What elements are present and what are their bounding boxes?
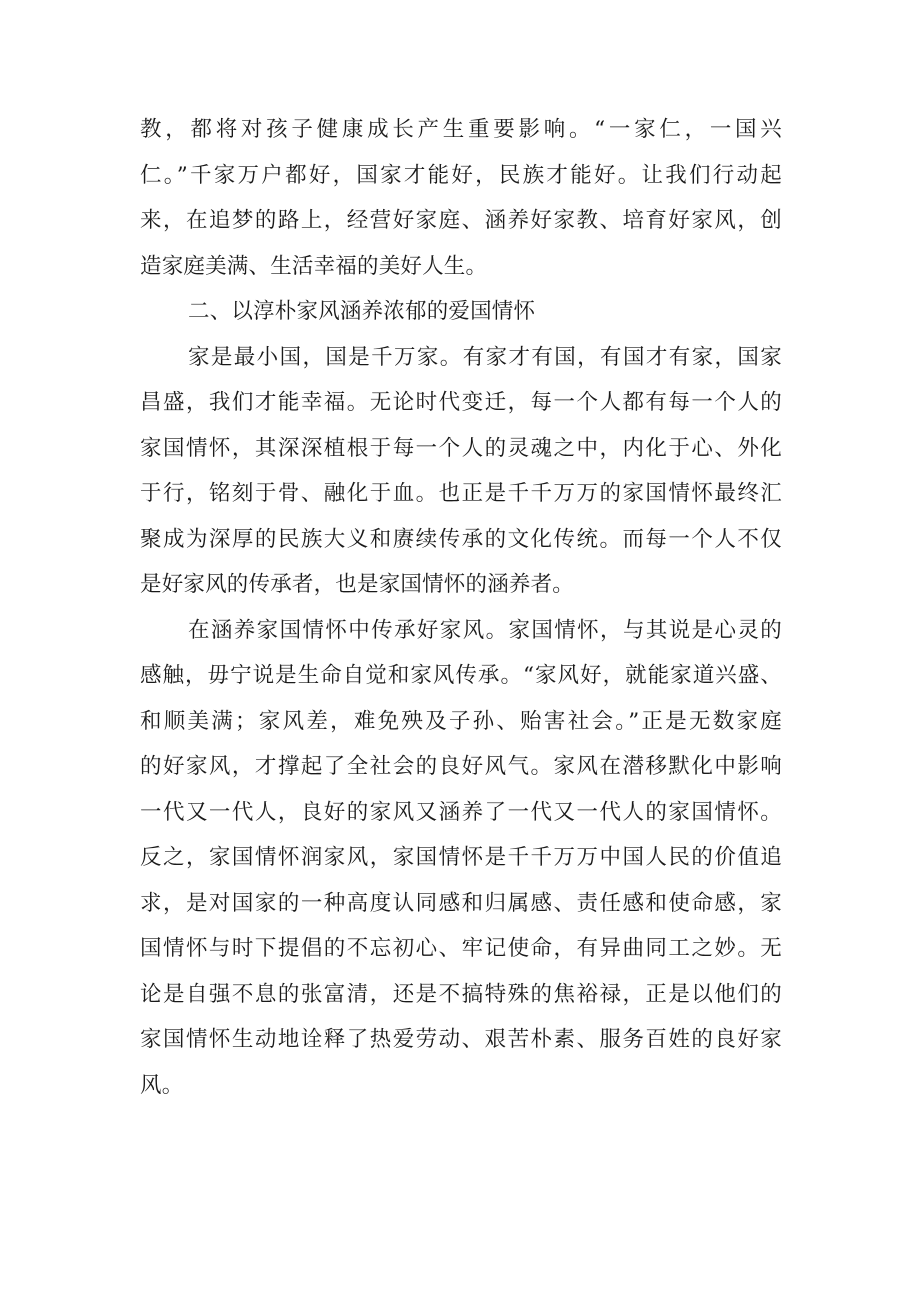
paragraph-3 [140, 608, 782, 1109]
paragraph-line: 聚成为深厚的民族大义和赓续传承的文化传统。而每一个人不仅 [140, 526, 782, 552]
paragraph-line: 教，都将对孩子健康成长产生重要影响。“一家仁，一国兴 [140, 117, 782, 142]
section-heading: 二、以淳朴家风涵养浓郁的爱国情怀 [188, 299, 536, 324]
paragraph-line: 的好家风，才撑起了全社会的良好风气。家风在潜移默化中影响 [140, 754, 782, 779]
paragraph-2 [140, 335, 782, 608]
paragraph-1 [140, 107, 782, 289]
paragraph-line: 家是最小国，国是千万家。有家才有国，有国才有家，国家 [188, 344, 782, 370]
paragraph-line: 风。 [140, 1072, 184, 1098]
paragraph-line: 仁。”千家万户都好，国家才能好，民族才能好。让我们行动起 [140, 162, 782, 188]
paragraph-line: 国情怀与时下提倡的不忘初心、牢记使命，有异曲同工之妙。无 [140, 936, 782, 961]
paragraph-line: 和顺美满；家风差，难免殃及子孙、贻害社会。”正是无数家庭 [140, 708, 782, 734]
paragraph-line: 一代又一代人，良好的家风又涵养了一代又一代人的家国情怀。 [140, 799, 782, 825]
paragraph-line: 反之，家国情怀润家风，家国情怀是千千万万中国人民的价值追 [140, 845, 782, 870]
paragraph-line: 是好家风的传承者，也是家国情怀的涵养者。 [140, 572, 575, 597]
paragraph-line: 来，在追梦的路上，经营好家庭、涵养好家教、培育好家风，创 [140, 208, 782, 233]
paragraph-line: 感触，毋宁说是生命自觉和家风传承。“家风好，就能家道兴盛、 [140, 663, 782, 688]
paragraph-line: 在涵养家国情怀中传承好家风。家国情怀，与其说是心灵的 [188, 617, 782, 643]
paragraph-line: 家国情怀生动地诠释了热爱劳动、艰苦朴素、服务百姓的良好家 [140, 1027, 782, 1052]
paragraph-line: 于行，铭刻于骨、融化于血。也正是千千万万的家国情怀最终汇 [140, 481, 782, 506]
document-body [140, 107, 782, 1108]
paragraph-line: 昌盛，我们才能幸福。无论时代变迁，每一个人都有每一个人的 [140, 390, 782, 415]
paragraph-line: 求，是对国家的一种高度认同感和归属感、责任感和使命感，家 [140, 890, 782, 916]
paragraph-line: 造家庭美满、生活幸福的美好人生。 [140, 253, 488, 279]
paragraph-line: 论是自强不息的张富清，还是不搞特殊的焦裕禄，正是以他们的 [140, 981, 782, 1007]
paragraph-line: 家国情怀，其深深植根于每一个人的灵魂之中，内化于心、外化 [140, 435, 782, 461]
